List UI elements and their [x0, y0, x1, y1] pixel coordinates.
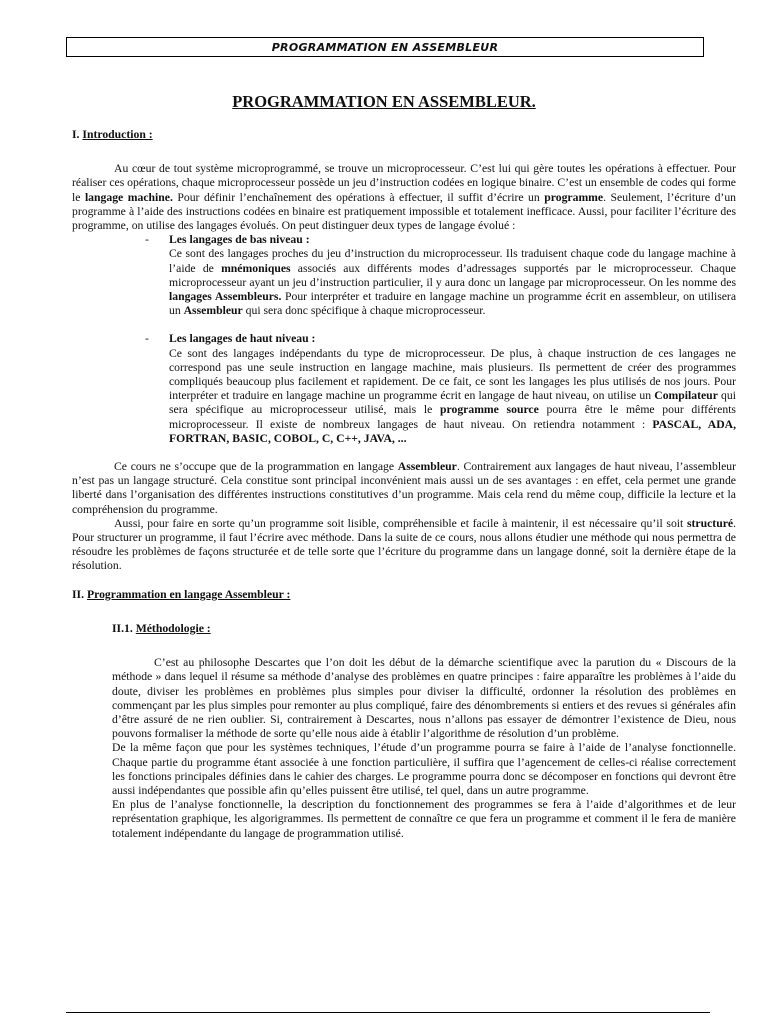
section-1-heading: I. Introduction :: [72, 128, 153, 141]
bullet-low-level-text: Ce sont des langages proches du jeu d’instruction du microprocesseur. Ils traduisent chaque code du langage machine à l’aide de mnémoniques associés aux différents modes d’adressages supportés par le microprocesseur. Chaque microprocesseur ayant un jeu d’instruction particulier, il y aura donc un langage par microprocesseur. On les nomme des langages Assembleurs. Pour interpréter et traduire en langage machine un programme écrit en assembleur, on utilisera un Assembleur qui sera donc spécifique à chaque microprocesseur.: [169, 247, 737, 318]
functional-analysis-paragraph: De la même façon que pour les systèmes techniques, l’étude d’un programme pourra se faire à l’aide de l’analyse fonctionnelle. Chaque partie du programme étant associée à une fonction particulière, il suffira que l’agencement de celles-ci réalise correctement les fonctions principales définies dans le cahier des charges. Le programme pourra donc se décomposer en fonctions qui devront être aussi indépendantes que possible afin qu’elles puissent être utilisé, tel quel, dans un autre programme.: [112, 741, 736, 797]
document-body: [72, 128, 736, 841]
footer-rule: [66, 1012, 710, 1013]
intro-paragraph: Au cœur de tout système microprogrammé, se trouve un microprocesseur. C’est lui qui gère toutes les opérations à effectuer. Pour réaliser ces opérations, chaque microprocesseur possède un jeu d’instruction codées en logique binaire. C’est un ensemble de codes qui forme le langage machine. Pour définir l’enchaînement des opérations à effectuer, il suffit d’écrire un programme. Seulement, l’écriture d’un programme à l’aide des instructions codées en binaire est pratiquement impossible et totalement inefficace. Aussi, pour faciliter l’écriture des programme, on utilise des langages évolués. On peut distinguer deux types de langage évolué :: [72, 162, 737, 233]
section-2-heading: II. Programmation en langage Assembleur :: [72, 587, 291, 601]
bullet-high-level: - Les langages de haut niveau : Ce sont des langages indépendants du type de microprocesseur. De plus, à chaque instruction de ces langages ne correspond pas une seule instruction en langage machine, mais plusieurs. Ils permettent de créer des programmes compliqués beaucoup plus facilement et rapidement. De ce fait, ce sont les langages les plus utilisés de nos jours. Pour interpréter et traduire en langage machine un programme écrit en langage de haut niveau, on utilise un Compilateur qui sera spécifique au microprocesseur utilisé, mais le programme source pourra être le même pour différents microprocesseur. Il existe de nombreux langages de haut niveau. On retiendra notamment : PASCAL, ADA, FORTRAN, BASIC, COBOL, C, C++, JAVA, ...: [145, 332, 736, 445]
algorithms-paragraph: En plus de l’analyse fonctionnelle, la description du fonctionnement des programmes se fera à l’aide d’algorithmes et de leur représentation graphique, les algorigrammes. Ils permettent de connaître ce que fera un programme et comment il le fera de manière totalement indépendante du langage de programmation utilisé.: [112, 798, 736, 840]
running-header-title: PROGRAMMATION EN ASSEMBLEUR: [271, 40, 499, 54]
page-title: PROGRAMMATION EN ASSEMBLEUR.: [232, 92, 536, 111]
structure-paragraph: Aussi, pour faire en sorte qu’un programme soit lisible, compréhensible et facile à maintenir, il est nécessaire qu’il soit structuré. Pour structurer un programme, il faut l’écrire avec méthode. Dans la suite de ce cours, nous allons étudier une méthode qui nous permettra de résoudre les problèmes de façons structurée et de telle sorte que l’écriture du programme dans un langage donné, soit la dernière étape de la résolution.: [72, 516, 736, 573]
bullet-high-level-text: Ce sont des langages indépendants du type de microprocesseur. De plus, à chaque instruction de ces langages ne correspond pas une seule instruction en langage machine, mais plusieurs. Ils permettent de créer des programmes compliqués beaucoup plus facilement et rapidement. De ce fait, ce sont les langages les plus utilisés de nos jours. Pour interpréter et traduire en langage machine un programme écrit en langage de haut niveau, on utilise un Compilateur qui sera spécifique au microprocesseur utilisé, mais le programme source pourra être le même pour différents microprocesseur. Il existe de nombreux langages de haut niveau. On retiendra notamment : PASCAL, ADA, FORTRAN, BASIC, COBOL, C, C++, JAVA, ...: [169, 346, 736, 445]
bullet-low-level-title: Les langages de bas niveau :: [169, 233, 310, 247]
course-paragraph: Ce cours ne s’occupe que de la programmation en langage Assembleur. Contrairement aux langages de haut niveau, l’assembleur n’est pas un langage structuré. Cela constitue sont principal inconvénient mais aussi un de ses avantages : en effet, cela permet une grande liberté dans l’organisation des différentes instructions constitutives d’un programme. Mais cela rend du même coup, difficile la lecture et la compréhension du programme.: [72, 460, 736, 516]
running-header: [66, 37, 704, 57]
bullet-high-level-title: Les langages de haut niveau :: [169, 332, 316, 346]
subsection-methodology: [112, 622, 736, 841]
descartes-paragraph: C’est au philosophe Descartes que l’on doit les début de la démarche scientifique avec la parution du « Discours de la méthode » dans lequel il résume sa méthode d’analyse des problèmes en quatre principes : faire apparaître les problèmes à l’aide du doute, diviser les problèmes en problèmes plus simples pour diviser la difficulté, ordonner la résolution des problèmes en commençant par les plus simples pour remonter au plus compliqué, faire des dénombrements si entiers et des revues si générales afin d’être assuré de ne rien oublier. Si, contrairement à Descartes, nous n’allons pas essayer de démontrer l’existence de Dieu, nous pouvons formaliser la méthode de sorte qu’elle nous aide à établir l’algorithme de résolution d’un problème.: [112, 656, 736, 741]
subsection-1-heading: II.1. Méthodologie :: [112, 621, 211, 635]
bullet-low-level: - Les langages de bas niveau : Ce sont des langages proches du jeu d’instruction du microprocesseur. Ils traduisent chaque code du langage machine à l’aide de mnémoniques associés aux différents modes d’adressages supportés par le microprocesseur. Chaque microprocesseur ayant un jeu d’instruction particulier, il y aura donc un langage par microprocesseur. On les nomme des langages Assembleurs. Pour interpréter et traduire en langage machine un programme écrit en assembleur, on utilisera un Assembleur qui sera donc spécifique à chaque microprocesseur.: [145, 233, 737, 318]
